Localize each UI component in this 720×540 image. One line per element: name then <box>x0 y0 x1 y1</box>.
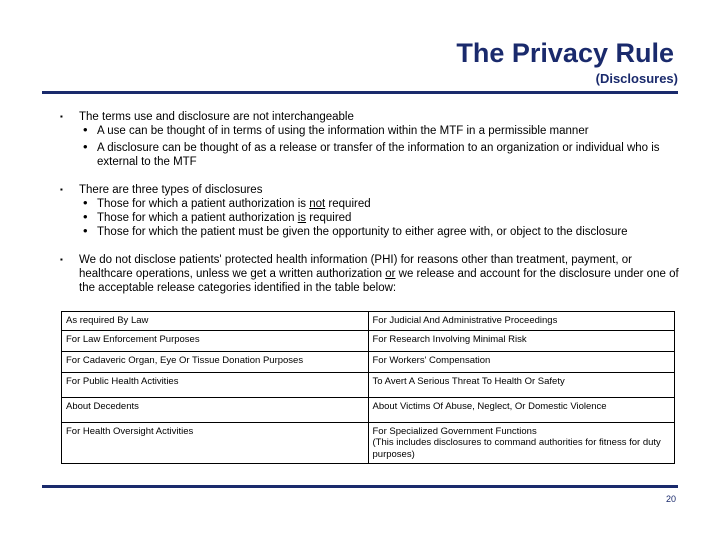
round-bullet-icon: • <box>83 195 88 210</box>
table-cell <box>368 422 675 464</box>
header-divider <box>42 91 678 94</box>
sub-bullet-text: A use can be thought of in terms of using the information within the MTF in a permissible manner <box>97 125 589 137</box>
bullet-item <box>60 183 680 239</box>
table-cell: As required By Law <box>62 312 369 331</box>
table-cell: For Judicial And Administrative Proceedings <box>368 312 675 331</box>
table-cell: For Cadaveric Organ, Eye Or Tissue Donation Purposes <box>62 351 369 372</box>
table-row <box>62 351 675 372</box>
bullet-text <box>79 253 680 295</box>
table-cell: To Avert A Serious Threat To Health Or Safety <box>368 372 675 397</box>
table-cell: For Workers' Compensation <box>368 351 675 372</box>
sub-bullet-text: A disclosure can be thought of as a release or transfer of the information to an organization or individual who is external to the MTF <box>97 142 660 168</box>
cell-heading: For Specialized Government Functions <box>372 425 537 437</box>
square-bullet-icon: ▪ <box>60 185 63 194</box>
round-bullet-icon: • <box>83 139 88 154</box>
cell-note: (This includes disclosures to command authorities for fitness for duty purposes) <box>372 437 661 460</box>
sub-bullet-text: required <box>306 212 352 224</box>
table-row <box>62 372 675 397</box>
bullet-text: The terms use and disclosure are not interchangeable <box>79 111 354 123</box>
table-row <box>62 312 675 331</box>
sub-bullet-text: Those for which the patient must be given the opportunity to either agree with, or object to the disclosure <box>97 226 628 238</box>
sub-bullet-text: required <box>325 198 371 210</box>
round-bullet-icon: • <box>83 122 88 137</box>
page-subtitle: (Disclosures) <box>595 71 678 86</box>
table-cell: For Research Involving Minimal Risk <box>368 330 675 351</box>
table-cell: For Law Enforcement Purposes <box>62 330 369 351</box>
sub-bullet-item <box>79 225 680 239</box>
round-bullet-icon: • <box>83 223 88 238</box>
sub-bullet-text: Those for which a patient authorization <box>97 212 298 224</box>
release-categories-table <box>61 311 675 464</box>
emphasis-text: is <box>297 212 307 224</box>
bullet-text: There are three types of disclosures <box>79 184 263 196</box>
table-row <box>62 397 675 422</box>
sub-bullet-item <box>79 197 680 211</box>
emphasis-text: or <box>385 268 396 280</box>
square-bullet-icon: ▪ <box>60 255 63 264</box>
sub-bullet-text: Those for which a patient authorization is <box>97 198 310 210</box>
bullet-list <box>60 110 680 309</box>
square-bullet-icon: ▪ <box>60 112 63 121</box>
page-title: The Privacy Rule <box>456 38 674 68</box>
bullet-item <box>60 110 680 169</box>
sub-bullet-item <box>79 124 680 138</box>
table-row <box>62 422 675 464</box>
table-row <box>62 330 675 351</box>
page-number: 20 <box>665 494 676 504</box>
bullet-item <box>60 253 680 295</box>
emphasis-text: not <box>309 198 326 210</box>
table-cell: For Public Health Activities <box>62 372 369 397</box>
sub-bullet-item <box>79 211 680 225</box>
footer-divider <box>42 485 678 488</box>
round-bullet-icon: • <box>83 209 88 224</box>
table-cell: For Health Oversight Activities <box>62 422 369 464</box>
bullet-text-part: We do not disclose patients' protected health information (PHI) for reasons other than treatment, payment, or healthcare operations, unless we get a written authorization <box>79 254 632 280</box>
table-cell: About Decedents <box>62 397 369 422</box>
table-cell: About Victims Of Abuse, Neglect, Or Domestic Violence <box>368 397 675 422</box>
bullet-text-part: we release and account for the disclosure under one of the acceptable release categories identified in the table below: <box>79 268 679 294</box>
sub-bullet-item <box>79 141 680 169</box>
